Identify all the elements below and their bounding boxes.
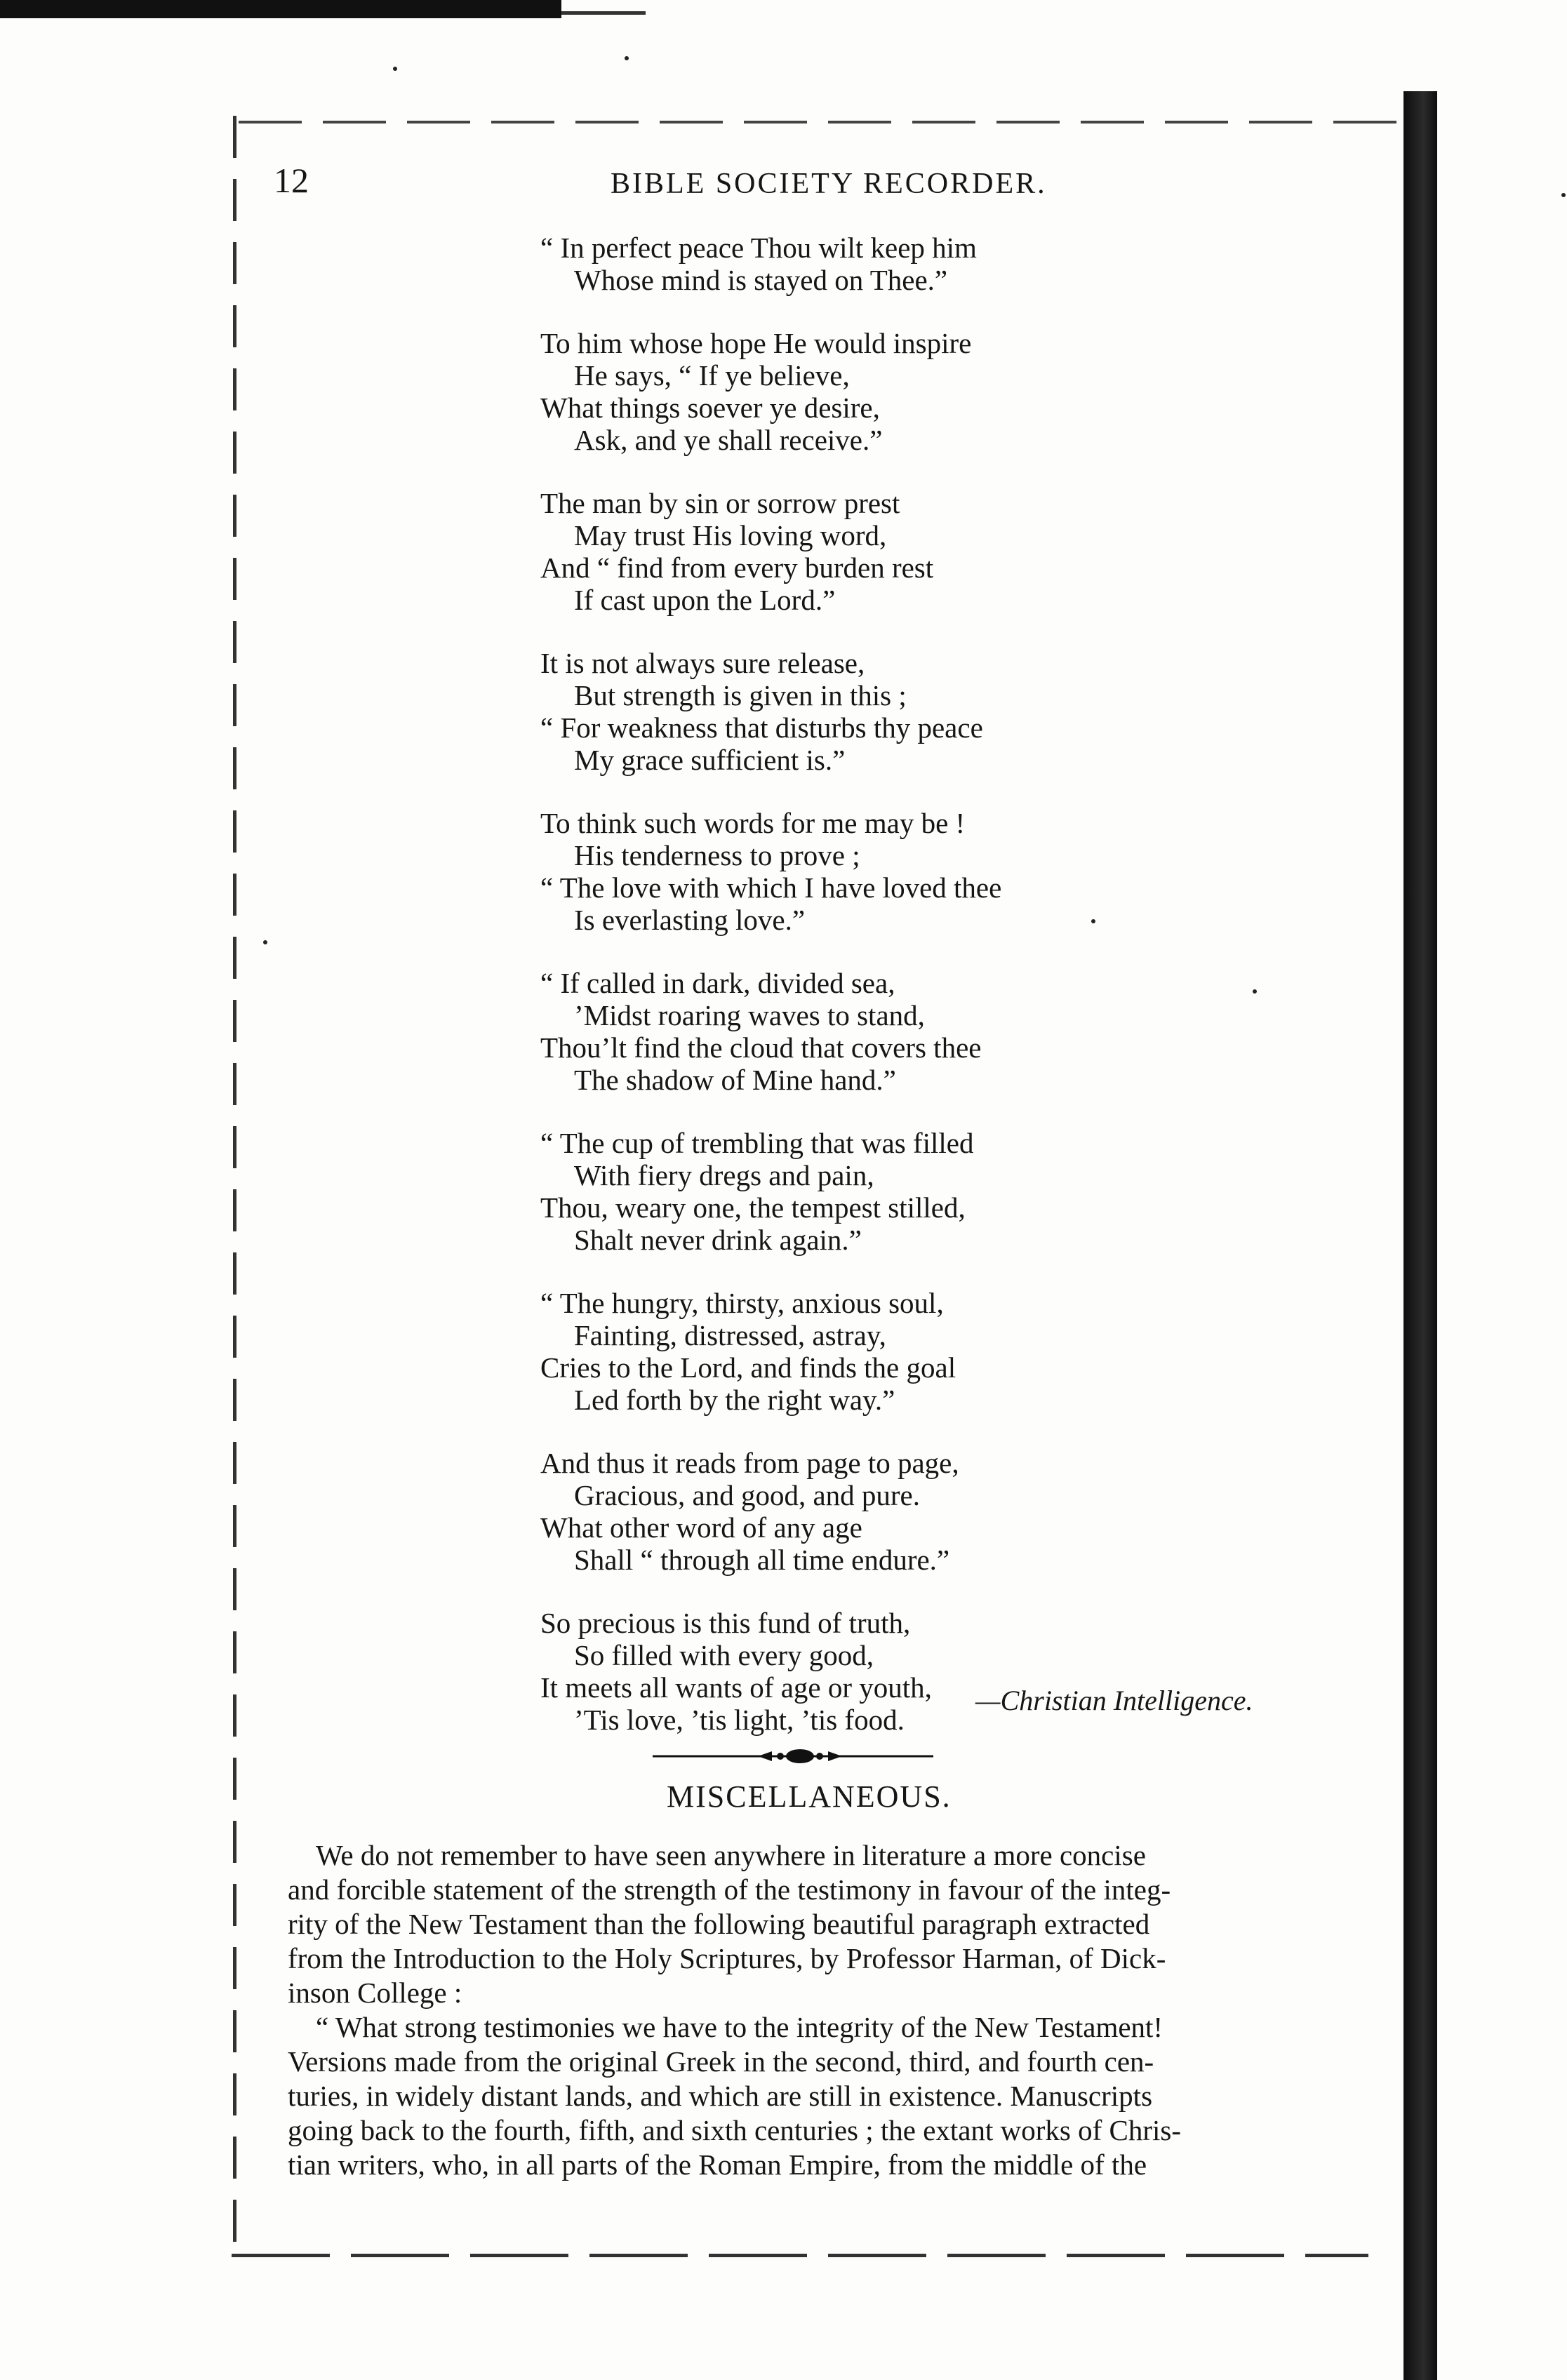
poem-stanza-5 (540, 807, 1382, 936)
scan-speck (1091, 919, 1095, 923)
poem-line: It is not always sure release, (540, 647, 865, 679)
poem-line: “ For weakness that disturbs thy peace (540, 711, 983, 744)
scan-edge-bar (0, 0, 561, 18)
scan-speck (625, 56, 629, 60)
scan-speck (263, 940, 267, 944)
poem-line: It meets all wants of age or youth, (540, 1671, 932, 1704)
poem-line: Gracious, and good, and pure. (574, 1479, 921, 1511)
poem-stanza-1 (540, 232, 1382, 296)
prose-line: from the Introduction to the Holy Scriptures, by Professor Harman, of Dick- (288, 1942, 1166, 1974)
poem-line: To him whose hope He would inspire (540, 327, 972, 359)
poem-line: Thou, weary one, the tempest stilled, (540, 1191, 966, 1224)
book-binding-shadow (1403, 91, 1437, 2380)
poem-stanza-2 (540, 327, 1382, 456)
poem-line: “ The cup of trembling that was filled (540, 1127, 974, 1159)
poem-line: The man by sin or sorrow prest (540, 487, 900, 519)
poem-line: So filled with every good, (574, 1639, 874, 1671)
poem-line: To think such words for me may be ! (540, 807, 966, 839)
prose-line: rity of the New Testament than the following beautiful paragraph extracted (288, 1908, 1150, 1940)
poem-line: And thus it reads from page to page, (540, 1447, 959, 1479)
poem-attribution: —Christian Intelligence. (975, 1685, 1253, 1716)
section-title-miscellaneous: MISCELLANEOUS. (667, 1779, 952, 1814)
poem-line: “ If called in dark, divided sea, (540, 967, 895, 999)
poem-line: “ The hungry, thirsty, anxious soul, (540, 1287, 944, 1319)
poem-stanza-7 (540, 1127, 1382, 1256)
poem-line: What other word of any age (540, 1511, 862, 1544)
poem-line: With fiery dregs and pain, (574, 1159, 874, 1191)
scan-speck (1253, 989, 1257, 994)
poem-line: My grace sufficient is.” (574, 744, 846, 776)
scan-edge-bar-tail (561, 11, 646, 15)
poem-stanza-6 (540, 967, 1382, 1096)
poem-line: Fainting, distressed, astray, (574, 1319, 886, 1351)
poem-line: So precious is this fund of truth, (540, 1607, 911, 1639)
poem-line: Led forth by the right way.” (574, 1384, 895, 1416)
prose-line: tian writers, who, in all parts of the Roman Empire, from the middle of the (288, 2148, 1147, 2181)
poem-line: “ The love with which I have loved thee (540, 871, 1002, 904)
page-number: 12 (274, 161, 309, 200)
poem-line: May trust His loving word, (574, 519, 887, 551)
poem-stanza-9 (540, 1447, 1382, 1576)
poem-line: But strength is given in this ; (574, 679, 907, 711)
poem-line: What things soever ye desire, (540, 392, 880, 424)
poem-line: The shadow of Mine hand.” (574, 1064, 896, 1096)
poem-line: His tenderness to prove ; (574, 839, 860, 871)
poem-line: Shall “ through all time endure.” (574, 1544, 950, 1576)
page-frame-left (233, 116, 236, 2242)
miscellaneous-article (288, 1838, 1368, 2182)
prose-line: “ What strong testimonies we have to the integrity of the New Testament! (316, 2011, 1163, 2043)
page-frame-top (239, 121, 1418, 123)
prose-line: Versions made from the original Greek in the second, third, and fourth cen- (288, 2045, 1154, 2078)
prose-line: inson College : (288, 1977, 462, 2009)
poem-line: Is everlasting love.” (574, 904, 806, 936)
poem-line: And “ find from every burden rest (540, 551, 934, 584)
poem-line: ’Midst roaring waves to stand, (574, 999, 925, 1031)
poem-line: Shalt never drink again.” (574, 1224, 862, 1256)
poem-line: “ In perfect peace Thou wilt keep him (540, 232, 977, 264)
poem-line: If cast upon the Lord.” (574, 584, 836, 616)
poem-stanza-8 (540, 1287, 1382, 1416)
poem-stanza-4 (540, 647, 1382, 776)
poem-line: Thou’lt find the cloud that covers thee (540, 1031, 982, 1064)
prose-line: turies, in widely distant lands, and which are still in existence. Manuscripts (288, 2080, 1153, 2112)
poem-line: ’Tis love, ’tis light, ’tis food. (574, 1704, 905, 1736)
poem-stanza-3 (540, 487, 1382, 616)
scan-speck (393, 67, 397, 71)
poem-line: Cries to the Lord, and finds the goal (540, 1351, 956, 1384)
poem-line: Whose mind is stayed on Thee.” (574, 264, 948, 296)
prose-line: going back to the fourth, fifth, and sixth centuries ; the extant works of Chris- (288, 2114, 1182, 2146)
poem-line: Ask, and ye shall receive.” (574, 424, 883, 456)
prose-line: and forcible statement of the strength of the testimony in favour of the integ- (288, 1873, 1171, 1906)
running-head: BIBLE SOCIETY RECORDER. (611, 168, 1047, 200)
poem-line: He says, “ If ye believe, (574, 359, 850, 392)
page-frame-bottom (232, 2254, 1368, 2257)
section-divider-ornament-icon (653, 1746, 933, 1767)
poem-stanza-10 (540, 1607, 1382, 1736)
poem (540, 232, 1382, 1767)
scan-speck (1561, 193, 1566, 197)
prose-line: We do not remember to have seen anywhere in literature a more concise (316, 1839, 1146, 1871)
